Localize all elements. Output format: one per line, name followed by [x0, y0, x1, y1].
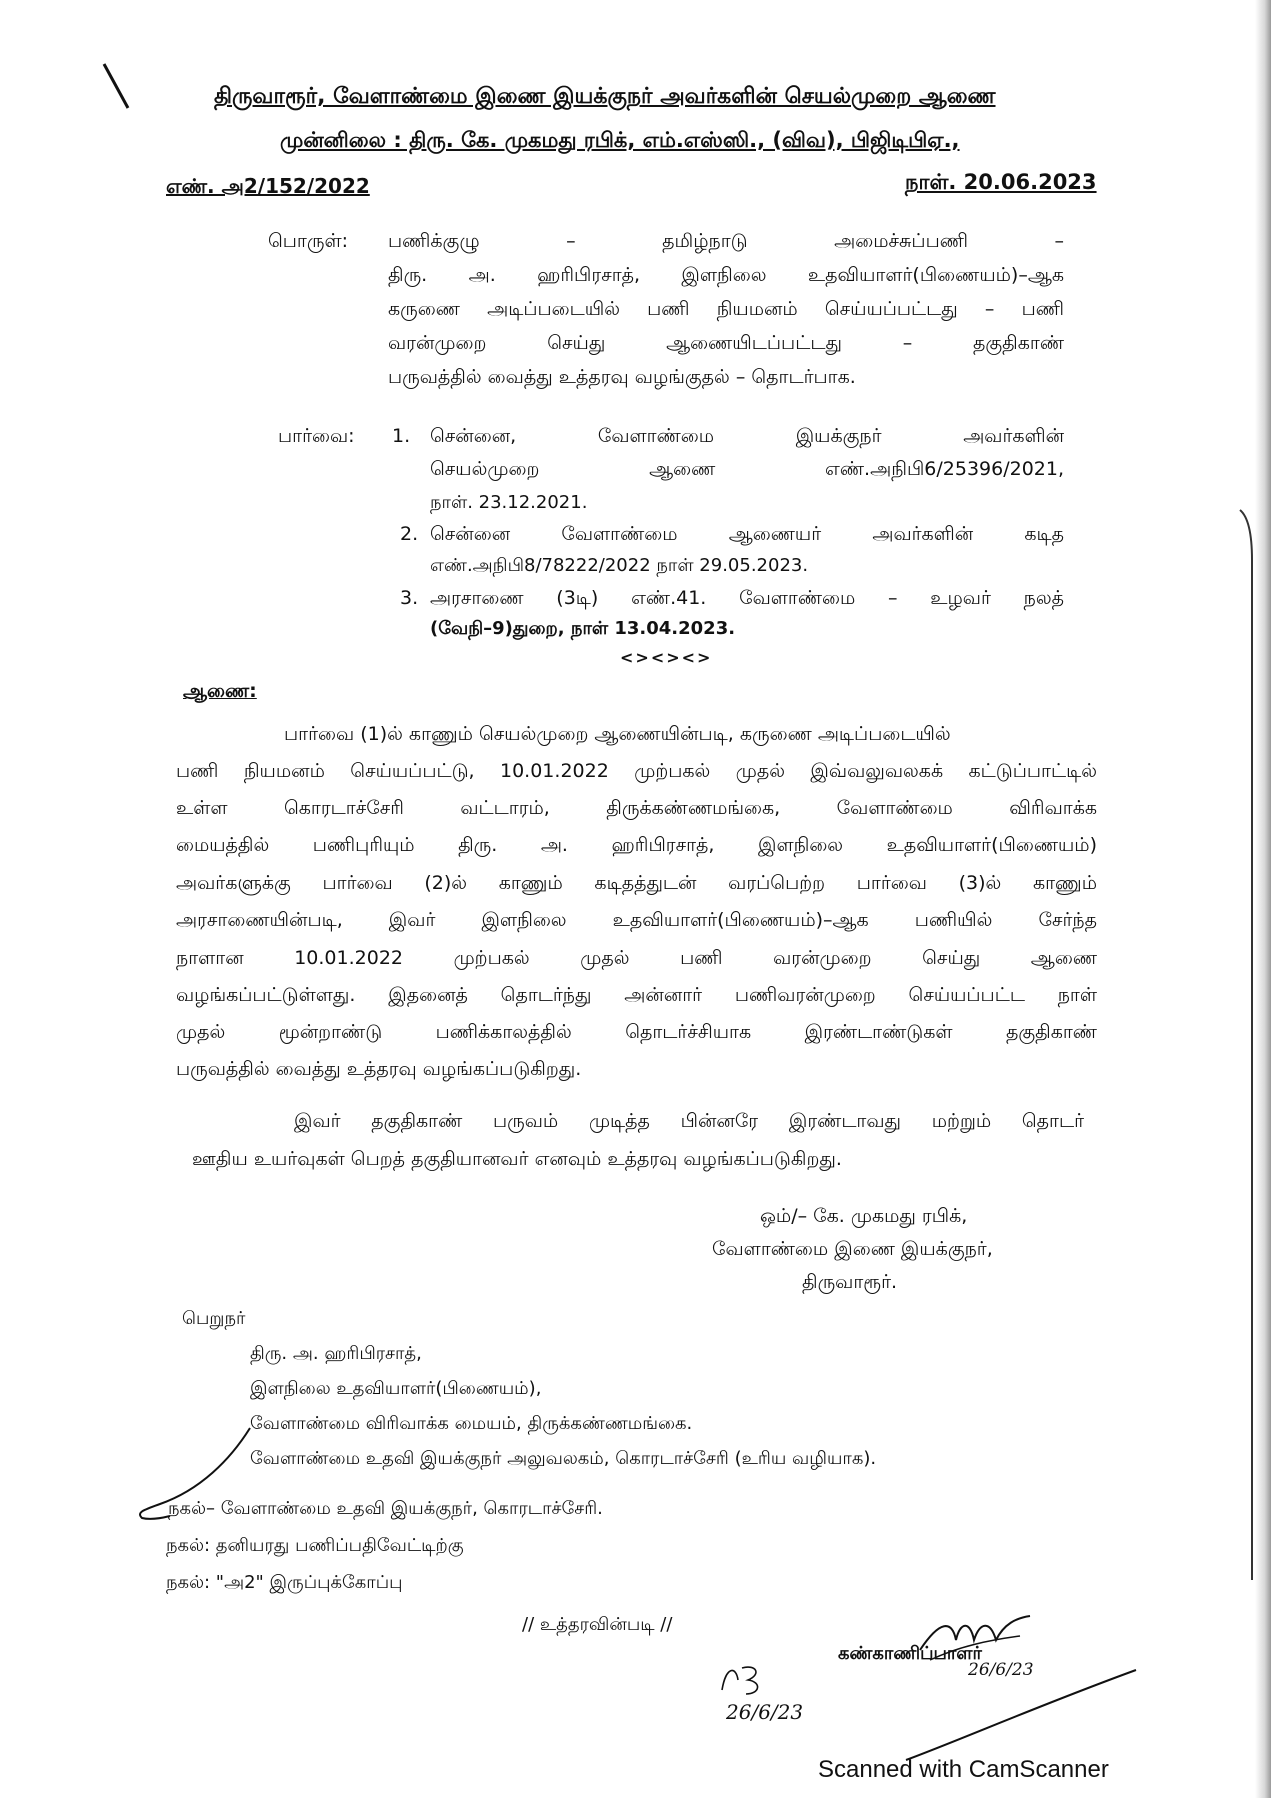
reference-number: எண். அ2/152/2022: [166, 174, 370, 198]
order-line: இவர் தகுதிகாண் பருவம் முடித்த பின்னரே இரண்டாவது மற்றும் தொடர்: [294, 1110, 1084, 1132]
order-line: ஊதிய உயர்வுகள் பெறத் தகுதியானவர் எனவும் உத்தரவு வழங்கப்படுகிறது.: [192, 1148, 842, 1170]
reference-line: எண்.அநிபி8/78222/2022 நாள் 29.05.2023.: [430, 555, 809, 576]
header-presence: முன்னிலை : திரு. கே. முகமது ரபிக், எம்.எஸ்ஸி., (விவ), பிஜிடிபிஏ.,: [280, 128, 960, 152]
reference-line: நாள். 23.12.2021.: [430, 492, 588, 513]
subject-first-line: [388, 230, 1064, 255]
order-line: அரசாணையின்படி, இவர் இளநிலை உதவியாளர்(பிணையம்)–ஆக பணியில் சேர்ந்த: [176, 909, 1097, 931]
order-line: வழங்கப்பட்டுள்ளது. இதனைத் தொடர்ந்து அன்னார் பணிவரன்முறை செய்யப்பட்ட நாள்: [176, 984, 1097, 1006]
references-label: பார்வை:: [278, 425, 355, 447]
recipient-line: இளநிலை உதவியாளர்(பிணையம்),: [250, 1378, 542, 1399]
subject-line: திரு. அ. ஹரிபிரசாத், இளநிலை உதவியாளர்(பிணையம்)–ஆக: [388, 264, 1064, 286]
scan-edge-bracket: [1236, 500, 1256, 1600]
order-line: பருவத்தில் வைத்து உத்தரவு வழங்கப்படுகிறது.: [176, 1058, 582, 1080]
subject-label: பொருள்:: [268, 230, 349, 252]
reference-number-1: 1.: [392, 425, 411, 447]
supervisor-title: கண்காணிப்பாளர்: [838, 1643, 982, 1664]
by-order: // உத்தரவின்படி //: [522, 1614, 673, 1635]
scan-edge-shadow: [1255, 0, 1271, 1798]
reference-line: (வேநி–9)துறை, நாள் 13.04.2023.: [430, 618, 736, 639]
recipient-line: வேளாண்மை விரிவாக்க மையம், திருக்கண்ணமங்கை.: [250, 1413, 693, 1434]
order-line: அவர்களுக்கு பார்வை (2)ல் காணும் கடிதத்துடன் வரப்பெற்ற பார்வை (3)ல் காணும்: [176, 872, 1097, 894]
handwritten-initial: 26/6/23: [726, 1700, 804, 1724]
recipient-line: வேளாண்மை உதவி இயக்குநர் அலுவலகம், கொரடாச்சேரி (உரிய வழியாக).: [250, 1448, 877, 1469]
subject-part: தமிழ்நாடு: [662, 230, 748, 252]
supervisor-signature: [900, 1610, 1200, 1770]
order-line: முதல் மூன்றாண்டு பணிக்காலத்தில் தொடர்ச்சியாக இரண்டாண்டுகள் தகுதிகாண்: [176, 1021, 1097, 1043]
order-line: பார்வை (1)ல் காணும் செயல்முறை ஆணையின்படி, கருணை அடிப்படையில்: [284, 723, 951, 745]
reference-number-3: 3.: [400, 587, 419, 609]
order-date: நாள். 20.06.2023: [905, 170, 1097, 194]
signatory-place: திருவாரூர்.: [802, 1271, 898, 1293]
order-line: நாளான 10.01.2022 முற்பகல் முதல் பணி வரன்முறை செய்து ஆணை: [176, 947, 1097, 969]
recipient-line: திரு. அ. ஹரிபிரசாத்,: [250, 1343, 422, 1364]
signatory-designation: வேளாண்மை இணை இயக்குநர்,: [712, 1238, 993, 1260]
scan-mark: [100, 60, 140, 120]
reference-number-2: 2.: [400, 523, 419, 545]
reference-line: சென்னை, வேளாண்மை இயக்குநர் அவர்களின்: [430, 425, 1064, 447]
order-line: உள்ள கொரடாச்சேரி வட்டாரம், திருக்கண்ணமங்கை, வேளாண்மை விரிவாக்க: [176, 797, 1097, 819]
order-heading: ஆணை:: [183, 680, 257, 702]
header-title: திருவாரூர், வேளாண்மை இணை இயக்குநர் அவர்களின் செயல்முறை ஆணை: [214, 84, 996, 109]
copy-line: நகல்: தனியரது பணிப்பதிவேட்டிற்கு: [166, 1535, 464, 1556]
reference-line: செயல்முறை ஆணை எண்.அநிபி6/25396/2021,: [430, 458, 1064, 480]
order-line: பணி நியமனம் செய்யப்பட்டு, 10.01.2022 முற்பகல் முதல் இவ்வலுவலகக் கட்டுப்பாட்டில்: [176, 760, 1097, 782]
subject-part: –: [566, 230, 576, 252]
order-line: மையத்தில் பணிபுரியும் திரு. அ. ஹரிபிரசாத், இளநிலை உதவியாளர்(பிணையம்): [176, 834, 1097, 856]
subject-part: அமைச்சுப்பணி: [834, 230, 968, 252]
subject-line: பருவத்தில் வைத்து உத்தரவு வழங்குதல் – தொடர்பாக.: [388, 366, 856, 388]
supervisor-date: 26/6/23: [968, 1660, 1034, 1680]
handwritten-initial-mark: [716, 1660, 776, 1700]
subject-line: வரன்முறை செய்து ஆணையிடப்பட்டது – தகுதிகாண்: [388, 332, 1064, 354]
reference-line: அரசாணை (3டி) எண்.41. வேளாண்மை – உழவர் நலத்: [430, 587, 1064, 609]
subject-part: –: [1054, 230, 1064, 252]
copy-line: நகல்– வேளாண்மை உதவி இயக்குநர், கொரடாச்சேரி.: [168, 1498, 603, 1519]
signatory-name: ஒம்/– கே. முகமது ரபிக்,: [760, 1205, 968, 1227]
separator: <><><>: [620, 648, 713, 667]
camscanner-watermark: Scanned with CamScanner: [818, 1756, 1109, 1783]
copy-line: நகல்: "அ2" இருப்புக்கோப்பு: [166, 1572, 403, 1593]
reference-line: சென்னை வேளாண்மை ஆணையர் அவர்களின் கடித: [430, 523, 1064, 545]
subject-line: கருணை அடிப்படையில் பணி நியமனம் செய்யப்பட்டது – பணி: [388, 298, 1064, 320]
subject-part: பணிக்குழு: [388, 230, 480, 252]
recipient-label: பெறுநர்: [182, 1308, 246, 1329]
